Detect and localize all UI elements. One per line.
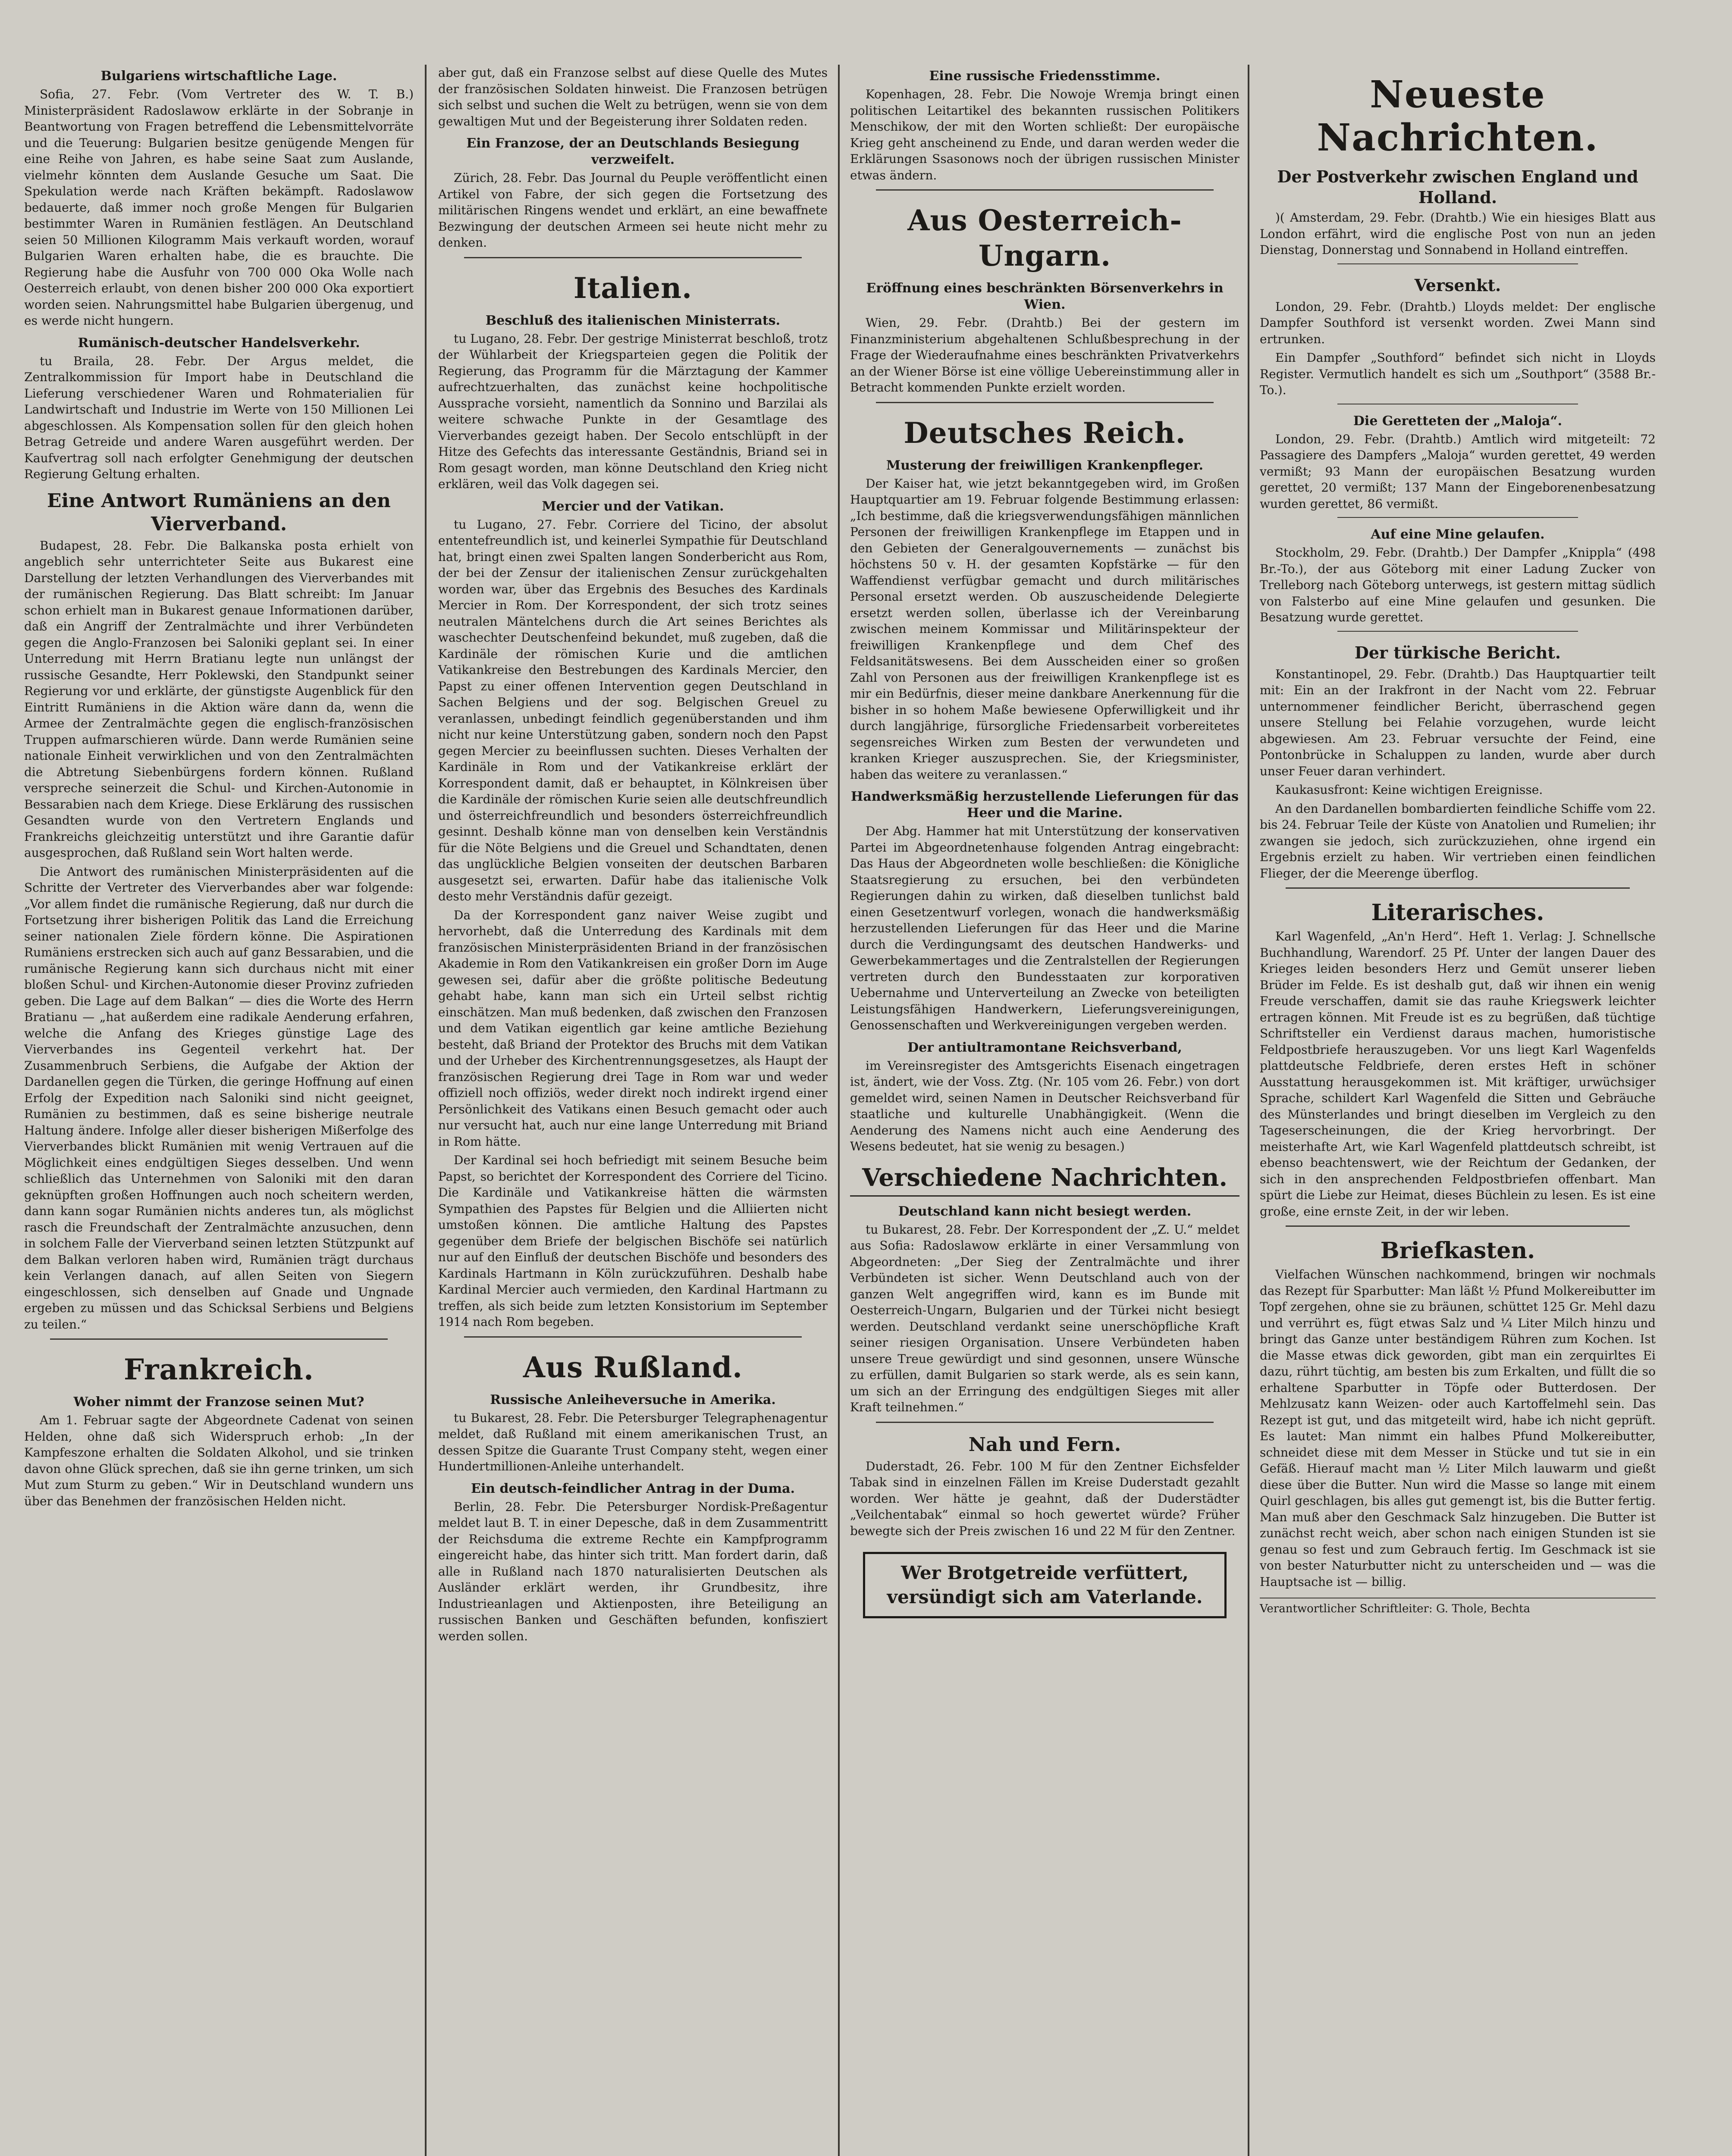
article-text: Stockholm, 29. Febr. (Drahtb.) Der Dampfer „Knippla“ (498 Br.-To.), der aus Göteborg mit einer Ladung Zucker von Trelleborg nach Göteborg unterwegs, ist gestern mittag südlich von Falsterbo auf eine Mine gelaufen und gesunken. Die Besatzung wurde gerettet.	[1260, 545, 1656, 624]
article-text: London, 29. Febr. (Drahtb.) Lloyds meldet: Der englische Dampfer Southford ist versenkt worden. Zwei Mann sind ertrunken.	[1260, 299, 1656, 346]
article-heading: Bulgariens wirtschaftliche Lage.	[100, 69, 337, 84]
article-heading: Handwerksmäßig herzustellende Lieferungen für das Heer und die Marine.	[851, 789, 1239, 821]
article-text: Sofia, 27. Febr. (Vom Vertreter des W. T. B.) Ministerpräsident Radoslawow erklärte in der Sobranje in Beantwortung von Fragen betreffend die Lebensmittelvorräte und die Teuerung: Bulgarien besitze genügende Mengen für eine Reihe von Jahren, es habe seine Saat zum Auslande, vielmehr könnten dem Auslande Gesuche um Saat. Die Spekulation werde nach Kräften bekämpft. Radoslawow bedauerte, daß immer noch große Mengen für Bulgarien bestimmter Waren in Rumänien festlägen. An Deutschland seien 50 Millionen Kilogramm Mais verkauft worden, worauf Bulgarien Waren erhalten habe, die es brauchte. Die Regierung habe die Ausfuhr von 700 000 Oka Wolle nach Oesterreich erlaubt, von denen bisher 200 000 Oka exportiert worden seien. Nahrungsmittel habe Bulgarien übergenug, und es werde nicht hungern.	[24, 87, 414, 328]
article-text: Zürich, 28. Febr. Das Journal du Peuple veröffentlicht einen Artikel von Fabre, der sich gegen die Fortsetzung des militärischen Ringens wendet und erklärt, an eine bewaffnete Bezwingung der deutschen Armeen sei heute nicht mehr zu denken.	[438, 171, 828, 250]
section-divider	[876, 402, 1214, 403]
section-heading: Deutsches Reich.	[904, 416, 1186, 450]
article-text: Am 1. Februar sagte der Abgeordnete Cadenat von seinen Helden, ohne daß sich Widerspruch erhob: „In der Kampfeszone erhalten die Soldaten Alkohol, und sie trinken davon ohne Glück sprechen, daß sie ihn gerne trinken, um sich Mut zum Sturm zu geben.“ Wir in Deutschland wundern uns über das Benehmen der französischen Helden nicht.	[24, 1413, 414, 1508]
article-heading: Russische Anleiheversuche in Amerika.	[490, 1392, 776, 1407]
article-text: London, 29. Febr. (Drahtb.) Amtlich wird mitgeteilt: 72 Passagiere des Dampfers „Maloja“ wurden gerettet, 49 werden vermißt; 93 Mann der europäischen Besatzung wurden gerettet, 20 vermißt; 137 Mann der Eingeborenenbesatzung wurden gerettet, 86 vermißt.	[1260, 432, 1656, 511]
article-text: Budapest, 28. Febr. Die Balkanska posta erhielt von angeblich sehr unterrichteter Seite aus Bukarest eine Darstellung der letzten Verhandlungen des Vierverbandes mit der rumänischen Regierung. Das Blatt schreibt: Im Januar schon erhielt man in Bukarest genaue Informationen darüber, daß ein Angriff der Zentralmächte und ihrer Verbündeten gegen die Anglo-Franzosen bei Saloniki geplant sei. In einer Unterredung mit Herrn Bratianu legte nun unlängst der russische Gesandte, Herr Poklewski, den Standpunkt seiner Regierung vor und erklärte, der günstigste Augenblick für den Eintritt Rumäniens in die Aktion wäre dann da, wenn die Armee der Zentralmächte gegen die englisch-französischen Truppen aufmarschieren würde. Dann werde Rumänien seine nationale Einheit verwirklichen und von den Zentralmächten die Abtretung Siebenbürgens fordern können. Rußland verspreche seinerzeit die Schul- und Kirchen-Autonomie in Bessarabien nach dem Kriege. Diese Erklärung des russischen Gesandten wurde von den Vertretern Englands und Frankreichs gleichzeitig unterstützt und ihre Garantie dafür ausgesprochen, daß Rußland sein Wort halten werde.	[24, 538, 414, 860]
article-text: tu Lugano, 27. Febr. Corriere del Ticino, der absolut ententefreundlich ist, und keinerlei Sympathie für Deutschland hat, bringt einen zwei Spalten langen Sonderbericht aus Rom, der bei der Zensur der italienischen Zensur zurückgehalten worden war, über das Ergebnis des Besuches des Kardinals Mercier in Rom. Der Korrespondent, der sich trotz seines neutralen Mäntelchens durch die Art seines Berichtes als waschechter Deutschenfeind bekundet, muß zugeben, daß die Kardinäle der römischen Kurie und die amtlichen Vatikankreise den Bestrebungen des Kardinals Mercier, den Papst zu einer offenen Intervention gegen Deutschland in Sachen Belgiens und der sog. Belgischen Greuel zu veranlassen, unbedingt feindlich gegenüberstanden und ihm nicht nur keine Unterstützung gaben, sondern noch den Papst gegen Mercier zu beeinflussen suchten. Dieses Verhalten der Kardinäle in Rom und der Vatikankreise erklärt der Korrespondent damit, daß er behauptet, in Kölnkreisen über die Kardinäle der römischen Kurie seien alle deutschfreundlich und österreichfreundlich und besonders österreichfreundlich gesinnt. Deshalb könne man von denselben kein Verständnis für die Nöte Belgiens und die Greuel und Schandtaten, denen das unglückliche Belgien vonseiten der deutschen Barbaren ausgesetzt sei, erwarten. Dafür habe das italienische Volk desto mehr Verständnis dafür gezeigt.	[438, 517, 828, 903]
article-heading: Beschluß des italienischen Ministerrats.	[485, 313, 781, 328]
article-text: aber gut, daß ein Franzose selbst auf diese Quelle des Mutes der französischen Soldaten hinweist. Die Franzosen betrügen sich selbst und suchen die Welt zu betrügen, wenn sie von dem gewaltigen Mut und der Begeisterung ihrer Soldaten reden.	[438, 66, 828, 128]
column-rule	[838, 65, 840, 2156]
article-heading: Eine russische Friedensstimme.	[929, 69, 1161, 84]
section-divider	[1337, 263, 1578, 264]
section-heading: Briefkasten.	[1380, 1238, 1535, 1264]
section-divider	[464, 257, 802, 258]
section-heading: Italien.	[573, 271, 693, 305]
appeal-line: versündigt sich am Vaterlande.	[887, 1586, 1203, 1608]
article-heading: Musterung der freiwilligen Krankenpfleger.	[886, 458, 1204, 473]
article-text: Da der Korrespondent ganz naiver Weise zugibt und hervorhebt, daß die Unterredung des Kardinals mit dem französischen Ministerpräsidenten Briand in der französischen Akademie in Rom den Vatikankreisen ein großer Dorn im Auge gewesen sei, dafür aber die größte politische Bedeutung gehabt habe, kann man sich ein Urteil selbst richtig einschätzen. Man muß bedenken, daß zwischen den Franzosen und dem Vatikan eigentlich gar keine amtliche Beziehung besteht, daß Briand der Protektor des Bruchs mit dem Vatikan und der Urheber des Kirchentrennungsgesetzes, als Haupt der französischen Regierung drei Tage in Rom war und weder offiziell noch offiziös, weder direkt noch indirekt irgend einer Persönlichkeit des Vatikans einen Besuch gemacht oder auch nur versucht hat, auch nur eine lange Unterredung mit Briand in Rom hätte.	[438, 908, 828, 1149]
article-text: tu Braila, 28. Febr. Der Argus meldet, die Zentralkommission für Import habe in Deutschland die Lieferung verschiedener Waren und Rohmaterialien für Landwirtschaft und Industrie im Werte von 150 Millionen Lei abgeschlossen. Als Kompensation sollen für den gleich hohen Betrag Getreide und andere Waren ausgeführt werden. Der Kaufvertrag soll nach erfolgter Genehmigung der deutschen Regierung Geltung erhalten.	[24, 354, 414, 481]
article-heading: Die Geretteten der „Maloja“.	[1353, 413, 1563, 429]
article-heading: Auf eine Mine gelaufen.	[1371, 527, 1545, 542]
article-text: Der Kaiser hat, wie jetzt bekanntgegeben wird, im Großen Hauptquartier am 19. Februar folgende Bestimmung erlassen: „Ich bestimme, daß die kriegsverwendungsfähigen männlichen Personen der freiwilligen Krankenpflege im Etappen und in den Gebieten der Generalgouvernements — zunächst bis höchstens 50 v. H. der gesamten Kopfstärke — für den Waffendienst verfügbar gemacht und durch militärisches Personal ersetzt werden. Ob auszuscheidende Delegierte ersetzt werden sollen, überlasse ich der Vereinbarung zwischen meinem Kommissar und Militärinspekteur der freiwilligen Krankenpflege und dem Chef des Feldsanitätswesens. Bei dem Ausscheiden einer so großen Zahl von Personen aus der freiwilligen Krankenpflege ist es mir ein Bedürfnis, dieser meine dankbare Anerkennung für die bisher in so hohem Maße bewiesene Opferwilligkeit und ihr durch langjährige, fürsorgliche Friedensarbeit vorbereitetes segensreiches Wirken zum Besten der verwundeten und kranken Krieger auszusprechen. Sie, der Kriegsminister, haben das weitere zu veranlassen.“	[850, 476, 1239, 782]
column-2	[431, 65, 835, 2117]
article-text: tu Bukarest, 28. Febr. Der Korrespondent der „Z. U.“ meldet aus Sofia: Radoslawow erklärte in einer Versammlung von Abgeordneten: „Der Sieg der Zentralmächte und ihrer Verbündeten ist sicher. Wenn Deutschland auch von der ganzen Welt angegriffen wird, kann es im Bunde mit Oesterreich-Ungarn, Bulgarien und der Türkei nicht besiegt werden. Deutschland verdankt seine unerschöpfliche Kraft seiner riesigen Organisation. Unsere Verbündeten haben unsere Treue gewürdigt und sind gesonnen, unsere Wünsche zu erfüllen, damit Bulgarien so stark werde, als es sein kann, um sich an der Erringung des endgültigen Sieges mit aller Kraft teilnehmen.“	[850, 1222, 1239, 1414]
article-text: Vielfachen Wünschen nachkommend, bringen wir nochmals das Rezept für Sparbutter: Man läßt ½ Pfund Molkereibutter im Topf zergehen, ohne sie zu bräunen, schüttet 125 Gr. Mehl dazu und verrührt es, fügt etwas Salz und ¼ Liter Milch hinzu und bringt das Ganze unter beständigem Rühren zum Kochen. Ist die Masse etwas dick geworden, gibt man ein zerquirltes Ei dazu, rührt tüchtig, am besten bis zum Erkalten, und füllt die so erhaltene Sparbutter in Töpfe oder Butterdosen. Der Mehlzusatz kann Weizen- oder auch Kartoffelmehl sein. Das Rezept ist gut, und das mitgeteilt wird, habe ich nicht geprüft. Es lautet: Man nimmt ein halbes Pfund Molkereibutter, schneidet diese mit dem Messer in Stücke und tut sie in ein Gefäß. Hierauf macht man ½ Liter Milch lauwarm und gießt diese über die Butter. Nun wird die Masse so lange mit einem Quirl geschlagen, bis alles gut gemengt ist, bis die Butter fertig. Man muß aber den Geschmack Salz hinzugeben. Die Butter ist zunächst recht weich, aber schon nach einigen Stunden ist sie genau so fest und zum Gebrauch fertig. Im Geschmack ist sie von bester Naturbutter nicht zu unterscheiden und — was die Hauptsache ist — billig.	[1260, 1267, 1656, 1589]
column-3	[843, 65, 1246, 2156]
column-rule	[425, 65, 427, 2156]
article-text: Ein Dampfer „Southford“ befindet sich nicht in Lloyds Register. Vermutlich handelt es sich um „Southport“ (3588 Br.-To.).	[1260, 351, 1656, 397]
article-heading: Woher nimmt der Franzose seinen Mut?	[73, 1395, 364, 1410]
section-heading: Verschiedene Nachrichten.	[850, 1157, 1239, 1197]
article-text: Die Antwort des rumänischen Ministerpräsidenten auf die Schritte der Vertreter des Vierverbandes aber war folgende: „Vor allem findet die rumänische Regierung, daß nur durch die Fortsetzung ihrer bisherigen Politik das Land die Erreichung seiner nationalen Ziele fördern könne. Die Aspirationen Rumäniens erstrecken sich auch auf ganz Bessarabien, und die rumänische Regierung kann sich durchaus nicht mit einer bloßen Schul- und Kirchen-Autonomie dieser Provinz zufrieden geben. Die Lage auf dem Balkan“ — dies die Worte des Herrn Bratianu — „hat außerdem eine radikale Aenderung erfahren, welche die Anfang des Krieges günstige Lage des Vierverbandes ins Gegenteil verkehrt hat. Der Zusammenbruch Serbiens, die Aufgabe der Aktion der Dardanellen gegen die Türken, die geringe Hoffnung auf einen Erfolg der Expedition nach Saloniki sind nicht geeignet, Rumänien zu bestimmen, daß es seine bisherige neutrale Haltung ändere. Infolge aller dieser bisherigen Mißerfolge des Vierverbandes blickt Rumänien mit wenig Vertrauen auf die Möglichkeit eines endgültigen Sieges desselben. Und wenn schließlich das Unternehmen von Saloniki mit den daran geknüpften großen Hoffnungen auch noch scheitern werden, dann kann sogar Rumänien nichts anderes tun, als möglichst rasch die Freundschaft der Zentralmächte anzusuchen, denn in solchem Falle der Vierverband seinen letzten Stützpunkt auf dem Balkan verloren haben wird, Rumänien trägt durchaus kein Verlangen danach, auf allen Seiten von Siegern eingeschlossen, sich denselben auf Gnade und Ungnade ergeben zu müssen und das Schicksal Serbiens und Belgiens zu teilen.“	[24, 864, 414, 1332]
article-heading: Der türkische Bericht.	[1354, 642, 1561, 662]
section-divider	[1337, 631, 1578, 632]
article-heading: Der antiultramontane Reichsverband,	[907, 1040, 1182, 1055]
article-text: Karl Wagenfeld, „An'n Herd“. Heft 1. Verlag: J. Schnellsche Buchhandlung, Warendorf. 25 Pf. Unter der langen Dauer des Krieges leiden besonders Herz und Gemüt unserer lieben Brüder im Felde. Es ist deshalb gut, daß wir ihnen ein wenig Freude verschaffen, damit sie das rauhe Kriegswerk leichter ertragen können. Mit Freude ist es zu begrüßen, daß tüchtige Schriftsteller ein Verdienst daraus machen, humoristische Feldpostbriefe herauszugeben. Vor uns liegt Karl Wagenfelds plattdeutsche Feldbriefe, deren erstes Heft in schöner Ausstattung herausgekommen ist. Mit kräftiger, urwüchsiger Sprache, schildert Karl Wagenfeld die Sitten und Gebräuche des Münsterlandes und bringt dieselben im Vergleich zu den Tageserscheinungen, die der Krieg hervorbringt. Der meisterhafte Art, wie Karl Wagenfeld plattdeutsch schreibt, ist ebenso beachtenswert, wie der Reichtum der Gedanken, der sich in den ansprechenden Feldpostbriefen offenbart. Man spürt die Liebe zur Heimat, dieses Büchlein zu lesen. Es ist eine große, eine ernste Zeit, in der wir leben.	[1260, 929, 1656, 1219]
section-divider	[1286, 1225, 1630, 1227]
article-text: Duderstadt, 26. Febr. 100 M für den Zentner Eichsfelder Tabak sind in einzelnen Fällen im Kreise Duderstadt gezahlt worden. Wer hätte je geahnt, daß der Duderstädter „Veilchentabak“ einmal so hoch gewertet würde? Früher bewegte sich der Preis zwischen 16 und 22 M für den Zentner.	[850, 1459, 1239, 1538]
section-heading: Aus Oesterreich-Ungarn.	[907, 204, 1182, 273]
article-heading: Ein Franzose, der an Deutschlands Besiegung verzweifelt.	[466, 136, 800, 167]
section-heading: Aus Rußland.	[523, 1350, 743, 1384]
section-divider	[876, 189, 1214, 191]
article-text: )( Amsterdam, 29. Febr. (Drahtb.) Wie ein hiesiges Blatt aus London erfährt, wird die englische Post von nun an jeden Dienstag, Donnerstag und Sonnabend in Holland eintreffen.	[1260, 210, 1656, 257]
appeal-box	[863, 1552, 1227, 1618]
article-heading: Mercier und der Vatikan.	[542, 498, 724, 514]
article-text: tu Lugano, 28. Febr. Der gestrige Ministerrat beschloß, trotz der Wühlarbeit der Kriegsparteien gegen die Politik der Regierung, das Programm für die Märztagung der Kammer aufrechtzuerhalten, das zunächst keine hochpolitische Aussprache vorsieht, namentlich da Sonnino und Barzilai als weitere schwache Punkte in der Gesamtlage des Vierverbandes gezeigt haben. Der Secolo entschlüpft in der Hitze des Gefechts das interessante Geständnis, Briand sei in Rom gesagt worden, man könne Deutschland den Krieg nicht erklären, weil das Volk dagegen sei.	[438, 331, 828, 491]
article-heading: Ein deutsch-feindlicher Antrag in der Duma.	[471, 1481, 795, 1496]
editor-credit: Verantwortlicher Schriftleiter: G. Thole, Bechta	[1260, 1598, 1656, 1617]
section-divider	[464, 1336, 802, 1338]
section-heading: Literarisches.	[1371, 899, 1544, 926]
article-heading: Rumänisch-deutscher Handelsverkehr.	[78, 335, 360, 351]
article-text: Wien, 29. Febr. (Drahtb.) Bei der gestern im Finanzministerium abgehaltenen Schlußbesprechung in der Frage der Wiederaufnahme eines beschränkten Privatverkehrs an der Wiener Börse ist eine völlige Uebereinstimmung aller in Betracht kommenden Punkte erzielt worden.	[850, 316, 1239, 395]
appeal-line: Wer Brotgetreide verfüttert,	[901, 1562, 1189, 1583]
column-4	[1253, 65, 1663, 2156]
section-heading: Frankreich.	[124, 1353, 314, 1386]
article-text: Der Abg. Hammer hat mit Unterstützung der konservativen Partei im Abgeordnetenhause folgenden Antrag eingebracht: Das Haus der Abgeordneten wolle beschließen: die Königliche Staatsregierung zu ersuchen, bei den verbündeten Regierungen dahin zu wirken, daß dieselben tunlichst bald einen Gesetzentwurf vorlegen, wonach die handwerksmäßig herzustellenden Lieferungen für das Heer und die Marine durch die Verdingungsamt des deutschen Handwerks- und Gewerbekammertages und die Zentralstellen der Regierungen vertreten durch den Bundesstaaten zur korporativen Uebernahme und Unterverteilung an Zwecke von beteiligten Leistungsfähigen Handwerkern, Lieferungsvereinigungen, Genossenschaften und Werkvereinigungen vergeben werden.	[850, 824, 1239, 1032]
article-text: Kopenhagen, 28. Febr. Die Nowoje Wremja bringt einen politischen Leitartikel des bekannten russischen Politikers Menschikow, der mit den Worten schließt: Der europäische Krieg geht anscheinend zu Ende, und daran werden weder die Erklärungen Ssasonows noch der übrigen russischen Minister etwas ändern.	[850, 87, 1239, 182]
article-text: Der Kardinal sei hoch befriedigt mit seinem Besuche beim Papst, so berichtet der Korrespondent des Corriere del Ticino. Die Kardinäle und Vatikankreise hätten die wärmsten Sympathien des Papstes für Belgien und die Alliierten nicht umstoßen können. Die amtliche Haltung des Papstes gegenüber dem Briefe der belgischen Bischöfe sei natürlich nur auf den Einfluß der deutschen Bischöfe und besonders des Kardinals Hartmann in Köln zurückzuführen. Deshalb habe Kardinal Mercier auch vermieden, den Kardinal Hartmann zu treffen, als sich beide zum letzten Konsistorium im September 1914 nach Rom begeben.	[438, 1153, 828, 1329]
article-heading: Versenkt.	[1414, 275, 1501, 295]
article-heading: Der Postverkehr zwischen England und Holland.	[1277, 167, 1638, 207]
section-divider	[50, 1338, 388, 1340]
column-1	[17, 65, 420, 2156]
section-heading: Neueste Nachrichten.	[1317, 73, 1599, 160]
article-text: Konstantinopel, 29. Febr. (Drahtb.) Das Hauptquartier teilt mit: Ein an der Irakfront in der Nacht vom 22. Februar unternommener feindlicher Bericht, überraschend gegen unsere Stellung bei Felahie vorzugehen, wurde leicht abgewiesen. Am 23. Februar versuchte der Feind, eine Pontonbrücke in Schaluppen zu landen, wurde aber durch unser Feuer daran verhindert.	[1260, 667, 1656, 778]
column-rule	[1248, 65, 1249, 2156]
article-heading: Eine Antwort Rumäniens an den Vierverband.	[47, 489, 391, 535]
section-divider	[876, 1422, 1214, 1423]
article-text: Kaukasusfront: Keine wichtigen Ereignisse.	[1275, 783, 1543, 797]
article-text: An den Dardanellen bombardierten feindliche Schiffe vom 22. bis 24. Februar Teile der Küste von Anatolien und Rumelien; ihr zwangen sie jedoch, sich zurückzuziehen, ohne irgend ein Ergebnis erzielt zu haben. Wir vertrieben einen feindlichen Flieger, der die Meerenge überflog.	[1260, 801, 1656, 881]
article-text: Berlin, 28. Febr. Die Petersburger Nordisk-Preßagentur meldet laut B. T. in einer Depesche, daß in dem Zusammentritt der Reichsduma die extreme Rechte ein Kampfprogramm eingereicht habe, das hinter sich tritt. Man fordert darin, daß alle in Rußland nach 1870 naturalisierten Deutschen als Ausländer erklärt werden, ihr Grundbesitz, ihre Industrieanlagen und Aktienposten, ihre Beteiligung an russischen Banken und Geschäften befunden, konfisziert werden sollen.	[438, 1499, 828, 1643]
article-text: im Vereinsregister des Amtsgerichts Eisenach eingetragen ist, ändert, wie der Voss. Ztg. (Nr. 105 vom 26. Febr.) von dort gemeldet wird, seinen Namen in Deutscher Reichsverband für staatliche und kulturelle Unabhängigkeit. (Wenn die Aenderung des Namens nicht auch eine Aenderung des Wesens bedeutet, hat sie wenig zu besagen.)	[850, 1058, 1239, 1153]
section-divider	[1337, 517, 1578, 518]
article-text: tu Bukarest, 28. Febr. Die Petersburger Telegraphenagentur meldet, daß Rußland mit einem amerikanischen Trust, an dessen Spitze die Guarante Trust Company steht, wegen einer Hundertmillionen-Anleihe unterhandelt.	[438, 1410, 828, 1473]
section-divider	[1286, 887, 1630, 889]
section-heading: Nah und Fern.	[968, 1433, 1121, 1456]
article-heading: Deutschland kann nicht besiegt werden.	[898, 1203, 1192, 1219]
article-heading: Eröffnung eines beschränkten Börsenverkehrs in Wien.	[866, 281, 1224, 312]
